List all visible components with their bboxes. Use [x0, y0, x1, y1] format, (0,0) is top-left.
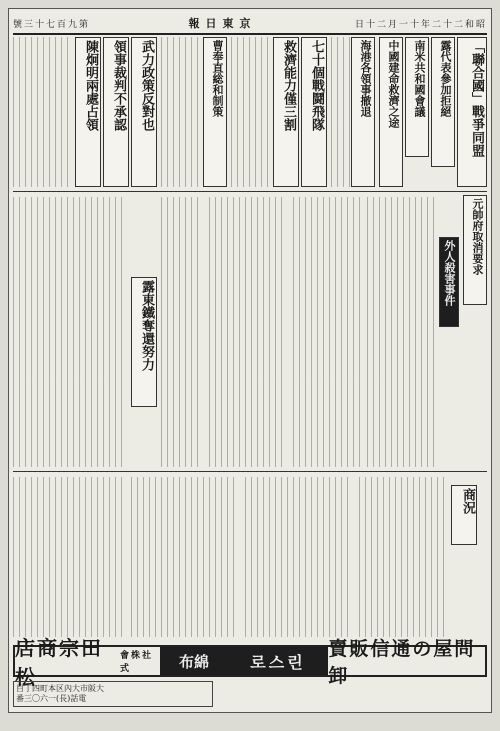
headline-4: 中國建命救濟之途 [379, 37, 403, 187]
newspaper-title: 報日東京 [188, 17, 257, 30]
article-text [11, 477, 125, 637]
headline-2: 露代表參加拒絕 [431, 37, 455, 167]
article-area [13, 37, 487, 637]
newspaper-page [8, 8, 492, 713]
divider [13, 471, 487, 472]
article-text [365, 197, 435, 467]
headline-9: 武力政策反對也 [131, 37, 157, 187]
article-text [159, 197, 203, 467]
ad-address [13, 681, 213, 707]
ad-subtext: 會株社式 [120, 651, 154, 674]
headline-14: 外人殺害事件 [439, 237, 459, 327]
ad-wholesale: 賣販信通の屋問卸 [328, 638, 476, 687]
headline-8: 曹奉直総和制策 [203, 37, 227, 187]
article-text [291, 197, 361, 467]
phone-line: 番三〇六一(長)話電 [16, 694, 87, 703]
headline-6: 七十個戰鬪飛隊 [301, 37, 327, 187]
market-table [129, 477, 239, 637]
article-text [11, 37, 73, 187]
ad-korean: 로스린 [228, 647, 329, 675]
market-table [357, 477, 447, 637]
article-text [159, 37, 201, 187]
article-text [229, 37, 271, 187]
headline-10: 領事裁判不承認 [103, 37, 129, 187]
market-table [243, 477, 353, 637]
headline-13: 露東鐵奪還努力 [131, 277, 157, 407]
headline-12: 元帥府取消要求 [463, 195, 487, 305]
headline-11: 陳炯明兩處占領 [75, 37, 101, 187]
headline-15: 商況 [451, 485, 477, 545]
address-line: 目丁四町本区內大市阪大 [16, 684, 104, 693]
ad-text: 店商宗田松 [15, 636, 103, 689]
divider [13, 191, 487, 192]
headline-3: 南米共和國會議 [405, 37, 429, 157]
issue-date: 日十二月一十年二十二和昭 [354, 19, 487, 30]
article-text [329, 37, 351, 187]
article-text [207, 197, 287, 467]
headline-5: 海港各領事撤退 [351, 37, 375, 187]
ad-cotton: 布綿 [160, 647, 227, 675]
headline-1: 「聯合國」戰爭同盟 [457, 37, 487, 187]
issue-number: 號三十七百九第 [13, 19, 91, 30]
article-text [11, 197, 127, 467]
headline-7: 救濟能力僅三割 [273, 37, 299, 187]
masthead [13, 13, 487, 35]
